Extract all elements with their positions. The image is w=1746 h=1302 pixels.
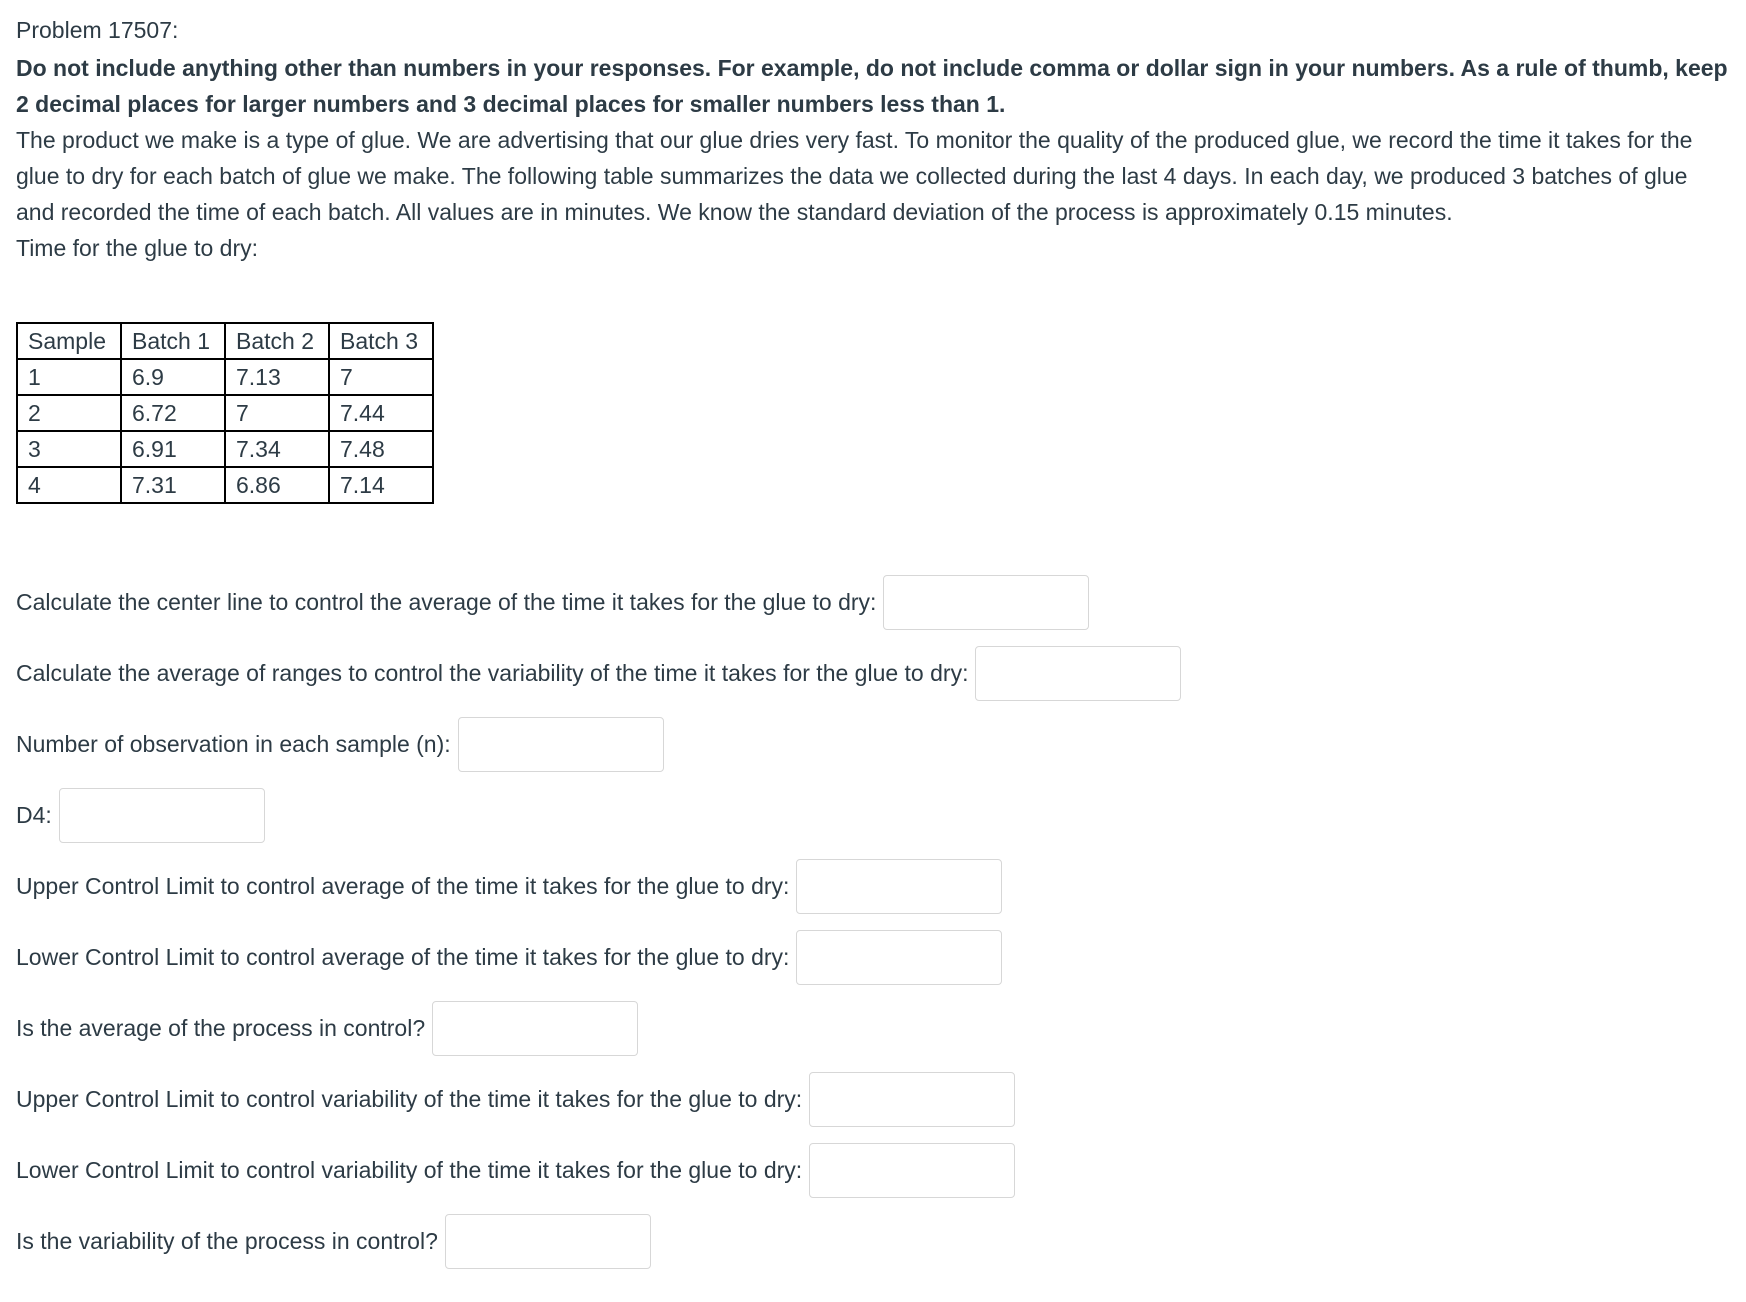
cell-batch-3: 7.14: [329, 467, 433, 503]
header-batch-3: Batch 3: [329, 323, 433, 359]
center-line-average-input[interactable]: [883, 575, 1089, 630]
question-label: Is the average of the process in control?: [16, 1014, 426, 1041]
question-ucl-variability: [16, 1071, 1731, 1127]
problem-page: [16, 0, 1731, 1284]
average-in-control-input[interactable]: [432, 1001, 638, 1056]
table-header-row: [17, 323, 433, 359]
question-label: Is the variability of the process in control?: [16, 1227, 438, 1254]
cell-batch-2: 7.13: [225, 359, 329, 395]
ucl-average-input[interactable]: [796, 859, 1002, 914]
glue-dry-time-table: [16, 322, 434, 504]
question-label: Lower Control Limit to control variability of the time it takes for the glue to dry:: [16, 1156, 803, 1183]
question-average-of-ranges: [16, 645, 1731, 701]
cell-sample: 4: [17, 467, 121, 503]
table-row: [17, 431, 433, 467]
cell-batch-2: 7.34: [225, 431, 329, 467]
header-batch-2: Batch 2: [225, 323, 329, 359]
cell-batch-1: 6.91: [121, 431, 225, 467]
cell-batch-1: 7.31: [121, 467, 225, 503]
question-label: Upper Control Limit to control variability of the time it takes for the glue to dry:: [16, 1085, 803, 1112]
cell-batch-3: 7: [329, 359, 433, 395]
header-sample: Sample: [17, 323, 121, 359]
cell-batch-2: 7: [225, 395, 329, 431]
header-batch-1: Batch 1: [121, 323, 225, 359]
ucl-variability-input[interactable]: [809, 1072, 1015, 1127]
table-caption: Time for the glue to dry:: [16, 235, 259, 261]
cell-batch-1: 6.72: [121, 395, 225, 431]
cell-batch-3: 7.44: [329, 395, 433, 431]
question-d4: [16, 787, 1731, 843]
question-average-in-control: [16, 1000, 1731, 1056]
average-of-ranges-input[interactable]: [975, 646, 1181, 701]
problem-title: Problem 17507:: [16, 17, 179, 43]
table-row: [17, 395, 433, 431]
problem-description: The product we make is a type of glue. We are advertising that our glue dries very fast. To monitor the quality of the produced glue, we record the time it takes for the glue to dry for each batch of glue we make. The following table summarizes the data we collected during the last 4 days. In each day, we produced 3 batches of glue and recorded the time of each batch. All values are in minutes. We know the standard deviation of the process is approximately 0.15 minutes.: [16, 127, 1693, 225]
variability-in-control-input[interactable]: [445, 1214, 651, 1269]
sample-size-input[interactable]: [458, 717, 664, 772]
cell-sample: 2: [17, 395, 121, 431]
question-center-line-average: [16, 574, 1731, 630]
question-variability-in-control: [16, 1213, 1731, 1269]
cell-batch-3: 7.48: [329, 431, 433, 467]
question-lcl-variability: [16, 1142, 1731, 1198]
d4-input[interactable]: [59, 788, 265, 843]
problem-instructions: Do not include anything other than numbers in your responses. For example, do not include comma or dollar sign in your numbers. As a rule of thumb, keep 2 decimal places for larger numbers and 3 decimal places for smaller numbers less than 1.: [16, 55, 1728, 117]
question-label: D4:: [16, 801, 52, 828]
question-label: Upper Control Limit to control average of the time it takes for the glue to dry:: [16, 872, 790, 899]
cell-batch-2: 6.86: [225, 467, 329, 503]
cell-sample: 3: [17, 431, 121, 467]
question-label: Calculate the center line to control the average of the time it takes for the glue to dry:: [16, 588, 877, 615]
cell-batch-1: 6.9: [121, 359, 225, 395]
question-ucl-average: [16, 858, 1731, 914]
table-row: [17, 359, 433, 395]
cell-sample: 1: [17, 359, 121, 395]
table-row: [17, 467, 433, 503]
question-sample-size: [16, 716, 1731, 772]
lcl-average-input[interactable]: [796, 930, 1002, 985]
question-label: Number of observation in each sample (n):: [16, 730, 451, 757]
question-list: [16, 574, 1731, 1269]
question-lcl-average: [16, 929, 1731, 985]
question-label: Lower Control Limit to control average of the time it takes for the glue to dry:: [16, 943, 790, 970]
question-label: Calculate the average of ranges to control the variability of the time it takes for the glue to dry:: [16, 659, 969, 686]
lcl-variability-input[interactable]: [809, 1143, 1015, 1198]
